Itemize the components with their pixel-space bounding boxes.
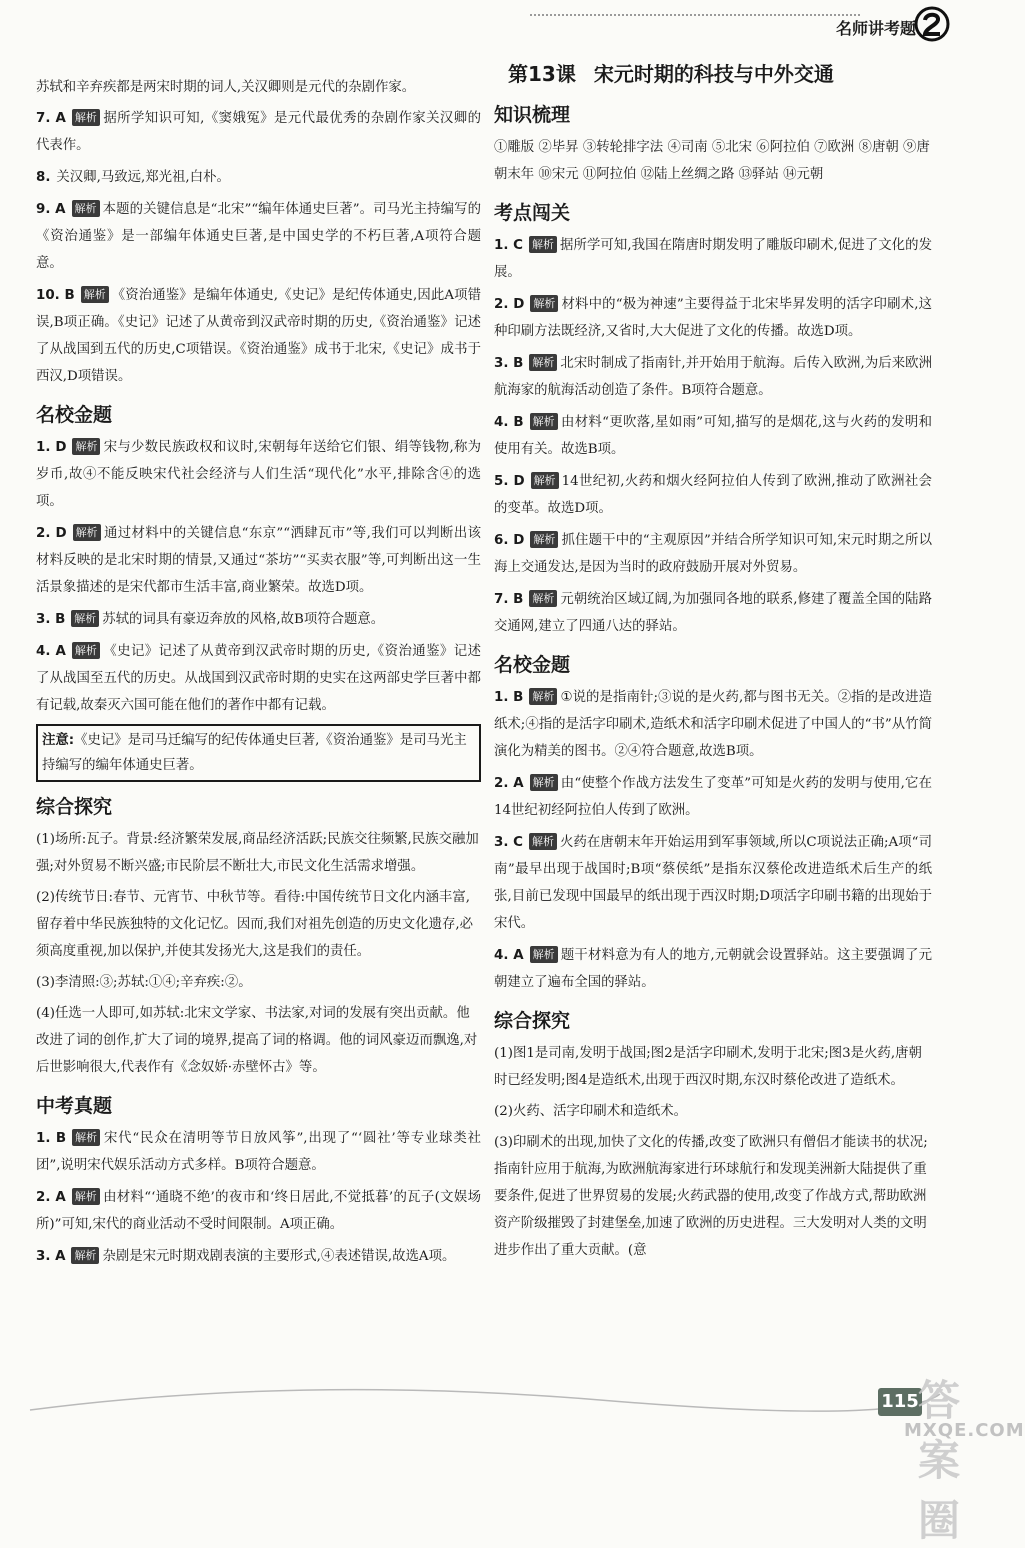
analysis-tag: 解析	[530, 295, 558, 312]
answer-item	[494, 829, 932, 937]
answer-text: 14世纪初,火药和烟火经阿拉伯人传到了欧洲,推动了欧洲社会的变革。故选D项。	[494, 474, 932, 516]
answer-item	[36, 164, 481, 191]
answer-text: 材料中的“极为神速”主要得益于北宋毕昇发明的活字印刷术,这种印刷方法既经济,又省时,大大促进了文化的传播。故选D项。	[494, 297, 932, 339]
note-label: 注意:	[42, 733, 75, 748]
answer-text: 题干材料意为有人的地方,元朝就会设置驿站。这主要强调了元朝建立了遍布全国的驿站。	[494, 948, 932, 990]
answer-number: 3. B	[36, 612, 66, 627]
brand-title: 名师讲考题	[835, 19, 916, 38]
analysis-tag: 解析	[73, 524, 101, 541]
answer-text: 据所学可知,我国在隋唐时期发明了雕版印刷术,促进了文化的发展。	[494, 238, 932, 280]
answer-text: 关汉卿,马致远,郑光祖,白朴。	[56, 170, 230, 185]
answer-number: 3. B	[494, 356, 524, 371]
answer-text: 宋代“民众在清明等节日放风筝”,出现了“‘圆社’等专业球类社团”,说明宋代娱乐活动方式多样。B项符合题意。	[36, 1131, 481, 1173]
answer-text: 苏轼的词具有豪迈奔放的风格,故B项符合题意。	[102, 612, 385, 627]
analysis-tag: 解析	[71, 1247, 99, 1264]
note-box	[36, 724, 481, 782]
answer-number: 10. B	[36, 288, 75, 303]
analysis-tag: 解析	[529, 354, 557, 371]
answer-number: 2. A	[494, 776, 524, 791]
answer-item	[36, 520, 481, 601]
answer-text: 火药在唐朝末年开始运用到军事领域,所以C项说法正确;A项“司南”最早出现于战国时;B项“蔡侯纸”是指东汉蔡伦改进造纸术后生产的纸张,目前已发现中国最早的纸出现于西汉时期;D项活字印刷书籍的出现始于宋代。	[494, 835, 932, 931]
analysis-tag: 解析	[81, 286, 109, 303]
answer-item	[494, 232, 932, 286]
answer-number: 3. A	[36, 1249, 66, 1264]
lesson-number: 第13课	[508, 62, 576, 86]
answer-text: 《资治通鉴》是编年体通史,《史记》是纪传体通史,因此A项错误,B项正确。《史记》记述了从黄帝到汉武帝时期的历史,《资治通鉴》记述了从战国到五代的历史,C项错误。《资治通鉴》成书于北宋,《史记》成书于西汉,D项错误。	[36, 288, 482, 384]
lesson-title	[508, 58, 932, 90]
answer-text: 由“使整个作战方法发生了变革”可知是火药的发明与使用,它在14世纪初经阿拉伯人传到了欧洲。	[494, 776, 932, 818]
right-zonghe-list	[494, 1040, 932, 1264]
watermark-logo: 答案圈	[918, 1376, 963, 1545]
lesson-name: 宋元时期的科技与中外交通	[593, 62, 834, 86]
answer-text: 由材料“更吹落,星如雨”可知,描写的是烟花,这与火药的发明和使用有关。故选B项。	[494, 415, 932, 457]
analysis-tag: 解析	[72, 109, 100, 126]
answer-item	[494, 586, 932, 640]
answer-number: 3. C	[494, 835, 523, 850]
section-title-zonghe-right: 综合探究	[494, 1010, 571, 1032]
analysis-tag: 解析	[530, 413, 558, 430]
answer-item	[494, 291, 932, 345]
answer-number: 2. D	[494, 297, 525, 312]
explore-paragraph: (2)传统节日:春节、元宵节、中秋节等。看待:中国传统节日文化内涵丰富,留存着中华民族独特的文化记忆。因而,我们对祖先创造的历史文化遗存,必须高度重视,加以保护,并使其发扬光大,这是我们的责任。	[36, 890, 474, 959]
analysis-tag: 解析	[529, 688, 557, 705]
answer-number: 4. B	[494, 415, 524, 430]
analysis-tag: 解析	[529, 833, 557, 850]
left-column	[36, 74, 481, 1275]
watermark-url: MXQE.COM	[904, 1420, 1025, 1441]
answer-number: 1. D	[36, 440, 67, 455]
answer-text: 元朝统治区域辽阔,为加强同各地的联系,修建了覆盖全国的陆路交通网,建立了四通八达的驿站。	[494, 592, 932, 634]
section-title-kaodian: 考点闯关	[494, 202, 571, 224]
answer-item	[494, 468, 932, 522]
answer-number: 1. C	[494, 238, 523, 253]
analysis-tag: 解析	[72, 1129, 100, 1146]
answer-item	[494, 942, 932, 996]
analysis-tag: 解析	[531, 472, 559, 489]
right-answer-list-2	[494, 684, 932, 996]
answer-item	[36, 105, 481, 159]
answer-text: 通过材料中的关键信息“东京”“洒肆瓦市”等,我们可以判断出该材料反映的是北宋时期的情景,又通过“茶坊”“买卖衣服”等,可判断出这一生活景象描述的是宋代都市生活丰富,商业繁荣。故选D项。	[36, 526, 481, 595]
page-number: 115	[878, 1388, 922, 1416]
left-zonghe-list	[36, 826, 481, 1081]
answer-number: 8.	[36, 170, 51, 185]
answer-number: 1. B	[494, 690, 524, 705]
analysis-tag: 解析	[530, 774, 558, 791]
answer-number: 7. B	[494, 592, 524, 607]
analysis-tag: 解析	[72, 1188, 100, 1205]
answer-item	[494, 409, 932, 463]
answer-item	[36, 606, 481, 633]
answer-item	[36, 1125, 481, 1179]
answer-number: 9. A	[36, 202, 66, 217]
answer-number: 2. A	[36, 1190, 66, 1205]
brand-logo-icon	[914, 6, 950, 42]
explore-paragraph: (1)场所:瓦子。背景:经济繁荣发展,商品经济活跃;民族交往频繁,民族交融加强;对外贸易不断兴盛;市民阶层不断壮大,市民文化生活需求增强。	[36, 832, 479, 874]
answer-text: 《史记》记述了从黄帝到汉武帝时期的历史,《资治通鉴》记述了从战国至五代的历史。从战国到汉武帝时期的史实在这两部史学巨著中都有记载,故秦灭六国可能在他们的著作中都有记载。	[36, 644, 481, 713]
explore-paragraph: (1)图1是司南,发明于战国;图2是活字印刷术,发明于北宋;图3是火药,唐朝时已经发明;图4是造纸术,出现于西汉时期,东汉时蔡伦改进了造纸术。	[494, 1046, 922, 1088]
answer-text: 宋与少数民族政权和议时,宋朝每年送给它们银、绢等钱物,称为岁币,故④不能反映宋代社会经济与人们生活“现代化”水平,排除含④的选项。	[36, 440, 482, 509]
intro-text: 苏轼和辛弃疾都是两宋时期的词人,关汉卿则是元代的杂剧作家。	[36, 80, 416, 95]
answer-number: 4. A	[36, 644, 66, 659]
section-title-zhongkao: 中考真题	[36, 1095, 113, 1117]
analysis-tag: 解析	[71, 610, 99, 627]
answer-item	[36, 1243, 481, 1270]
header-rule	[530, 14, 860, 16]
page-curl-decoration	[0, 1380, 1000, 1452]
section-title-zhishi: 知识梳理	[494, 104, 571, 126]
answer-number: 7. A	[36, 111, 66, 126]
answer-text: 由材料“‘通晓不绝’的夜市和‘终日居此,不觉抵暮’的瓦子(文娱场所)”可知,宋代的商业活动不受时间限制。A项正确。	[36, 1190, 481, 1232]
answer-number: 1. B	[36, 1131, 67, 1146]
answer-text: 据所学知识可知,《窦娥冤》是元代最优秀的杂剧作家关汉卿的代表作。	[36, 111, 481, 153]
answer-text: 杂剧是宋元时期戏剧表演的主要形式,④表述错误,故选A项。	[102, 1249, 456, 1264]
explore-paragraph: (3)印刷术的出现,加快了文化的传播,改变了欧洲只有僧侣才能读书的状况;指南针应用于航海,为欧洲航海家进行环球航行和发现美洲新大陆提供了重要条件,促进了世界贸易的发展;火药武器的使用,改变了作战方式,帮助欧洲资产阶级摧毁了封建堡垒,加速了欧洲的历史进程。三大发明对人类的文明进步作出了重大贡献。(意	[494, 1135, 928, 1258]
answer-item	[36, 196, 481, 277]
analysis-tag: 解析	[72, 438, 100, 455]
section-title-mingxiao: 名校金题	[36, 404, 113, 426]
answer-item	[494, 770, 932, 824]
section-title-mingxiao-right: 名校金题	[494, 654, 571, 676]
analysis-tag: 解析	[529, 590, 557, 607]
right-column	[494, 58, 932, 1268]
explore-paragraph: (4)任选一人即可,如苏轼:北宋文学家、书法家,对词的发展有突出贡献。他改进了词的创作,扩大了词的境界,提高了词的格调。他的词风豪迈而飘逸,对后世影响很大,代表作有《念奴娇·赤壁怀古》等。	[36, 1006, 478, 1075]
answer-number: 5. D	[494, 474, 525, 489]
left-answer-list-1	[36, 105, 481, 390]
answer-item	[36, 282, 481, 390]
answer-item	[494, 684, 932, 765]
answer-number: 4. A	[494, 948, 524, 963]
right-answer-list-1	[494, 232, 932, 640]
explore-paragraph: (2)火药、活字印刷术和造纸术。	[494, 1104, 688, 1119]
answer-text: ①说的是指南针;③说的是火药,都与图书无关。②指的是改进造纸术;④指的是活字印刷术,造纸术和活字印刷术促进了中国人的“书”从竹简演化为精美的图书。②④符合题意,故选B项。	[494, 690, 932, 759]
note-text: 《史记》是司马迁编写的纪传体通史巨著,《资治通鉴》是司马光主持编写的编年体通史巨著。	[42, 733, 467, 773]
left-answer-list-3	[36, 1125, 481, 1270]
left-answer-list-2	[36, 434, 481, 719]
analysis-tag: 解析	[530, 946, 558, 963]
answer-number: 6. D	[494, 533, 525, 548]
explore-paragraph: (3)李清照:③;苏轼:①④;辛弃疾:②。	[36, 975, 252, 990]
analysis-tag: 解析	[72, 200, 100, 217]
answer-item	[36, 434, 481, 515]
answer-item	[36, 638, 481, 719]
section-title-zonghe: 综合探究	[36, 796, 113, 818]
analysis-tag: 解析	[72, 642, 100, 659]
analysis-tag: 解析	[530, 531, 558, 548]
knowledge-summary: ①雕版 ②毕昇 ③转轮排字法 ④司南 ⑤北宋 ⑥阿拉伯 ⑦欧洲 ⑧唐朝 ⑨唐朝末年 ⑩宋元 ⑪阿拉伯 ⑫陆上丝绸之路 ⑬驿站 ⑭元朝	[494, 140, 930, 182]
answer-text: 抓住题干中的“主观原因”并结合所学知识可知,宋元时期之所以海上交通发达,是因为当时的政府鼓励开展对外贸易。	[494, 533, 932, 575]
answer-number: 2. D	[36, 526, 67, 541]
answer-item	[494, 350, 932, 404]
answer-text: 本题的关键信息是“北宋”“编年体通史巨著”。司马光主持编写的《资治通鉴》是一部编年体通史巨著,是中国史学的不朽巨著,A项符合题意。	[36, 202, 481, 271]
answer-item	[36, 1184, 481, 1238]
answer-item	[494, 527, 932, 581]
answer-text: 北宋时制成了指南针,并开始用于航海。后传入欧洲,为后来欧洲航海家的航海活动创造了条件。B项符合题意。	[494, 356, 932, 398]
analysis-tag: 解析	[529, 236, 557, 253]
